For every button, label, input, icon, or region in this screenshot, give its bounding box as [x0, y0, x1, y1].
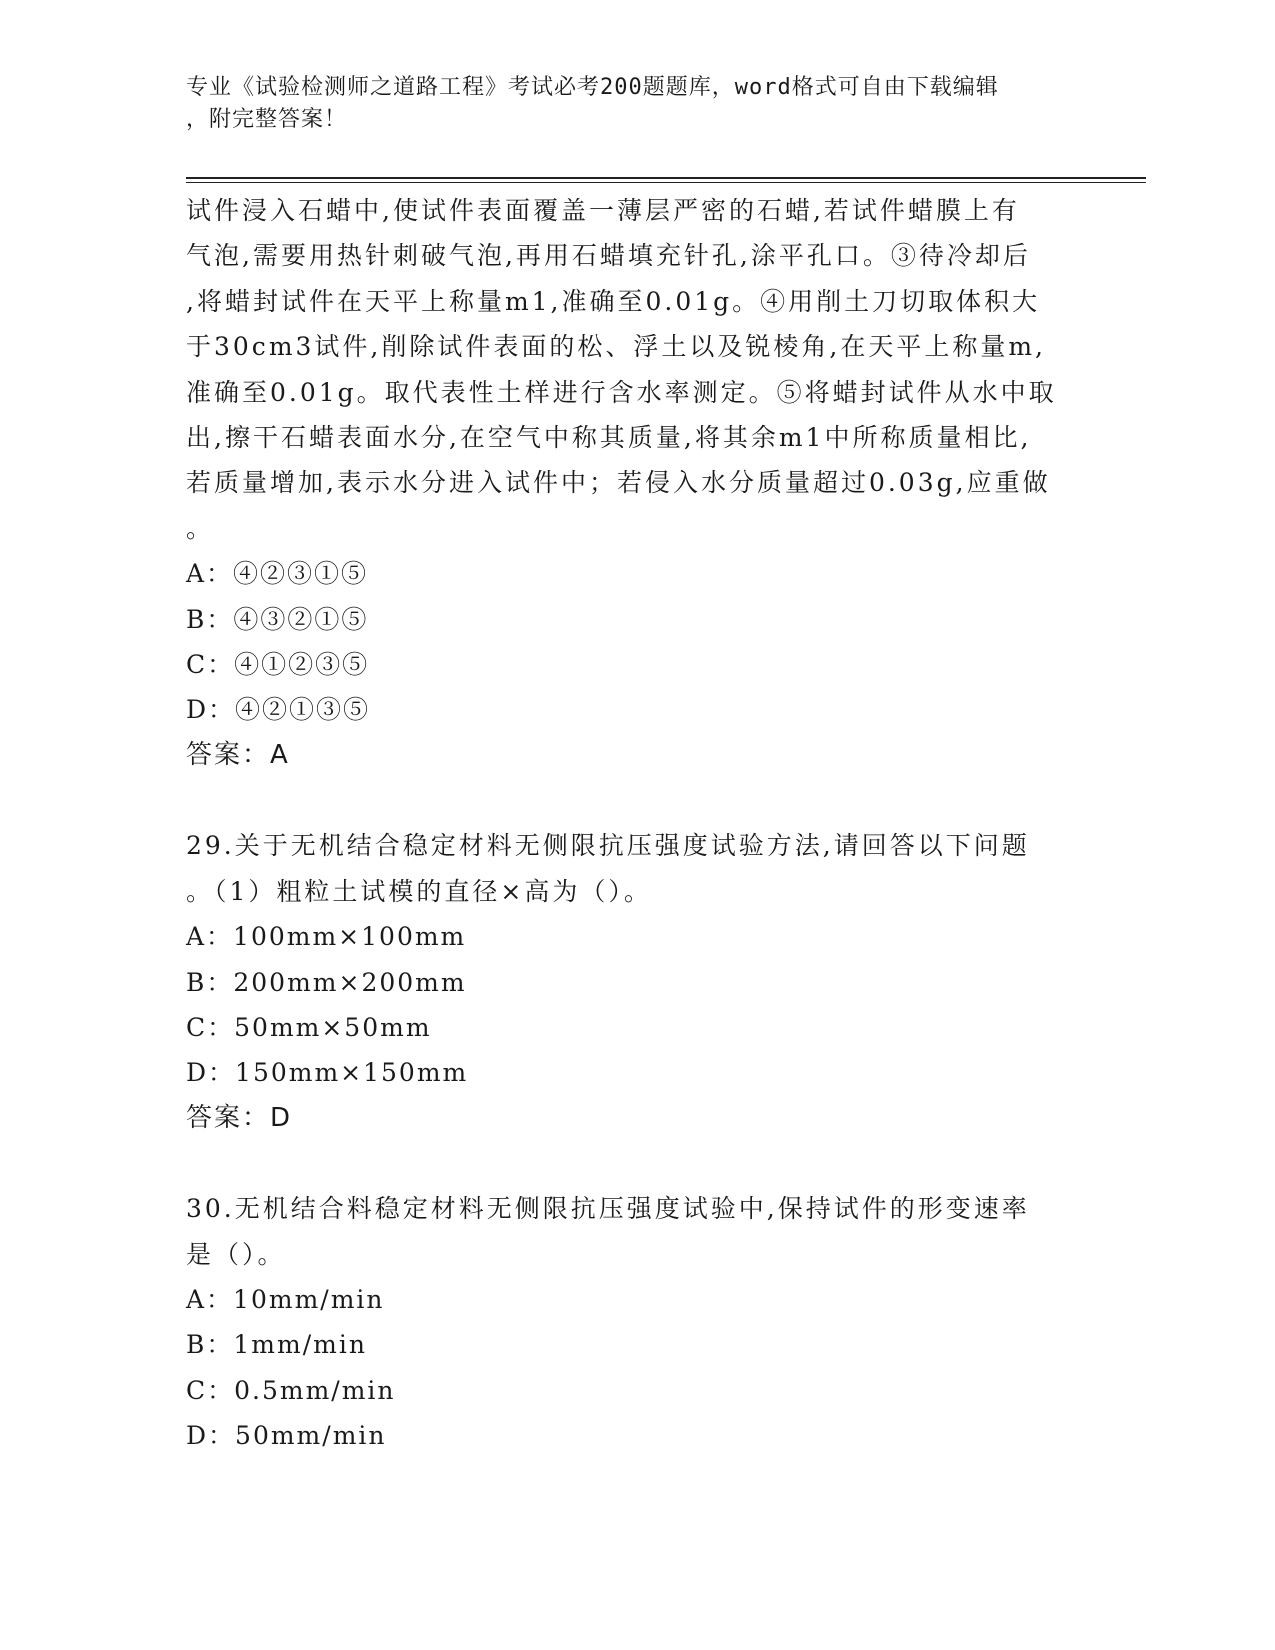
- question-line: 30.无机结合料稳定材料无侧限抗压强度试验中,保持试件的形变速率: [186, 1194, 1030, 1224]
- question-30-text: [186, 1186, 1086, 1277]
- question-line: 是（）。: [186, 1239, 286, 1269]
- answer-label: 答案：A: [186, 739, 290, 770]
- option-a: A：100mm×100mm: [186, 922, 467, 952]
- option-c: C：④①②③⑤: [186, 650, 370, 680]
- option-b: B：1mm/min: [186, 1330, 367, 1360]
- question-line: 于30cm3试件,削除试件表面的松、浮土以及锐棱角,在天平上称量m,: [186, 332, 1046, 362]
- option-d: D：50mm/min: [186, 1421, 387, 1451]
- option-b: B：④③②①⑤: [186, 604, 369, 634]
- option-d: D：150mm×150mm: [186, 1058, 469, 1088]
- question-line: ,将蜡封试件在天平上称量m1,准确至0.01g。④用削土刀切取体积大: [186, 286, 1041, 316]
- header-rule-thick: [186, 177, 1146, 179]
- header-line-1: 专业《试验检测师之道路工程》考试必考200题题库，word格式可自由下载编辑: [186, 75, 999, 100]
- question-line: 。（1）粗粒土试模的直径×高为（）。: [186, 876, 652, 906]
- question-line: 试件浸入石蜡中,使试件表面覆盖一薄层严密的石蜡,若试件蜡膜上有: [186, 196, 1020, 225]
- header-rule-thin: [186, 182, 1146, 183]
- answer-label: 答案：D: [186, 1102, 293, 1133]
- question-line: 气泡,需要用热针刺破气泡,再用石蜡填充针孔,涂平孔口。③待冷却后: [186, 241, 1031, 271]
- header-line-2: ，附完整答案！: [186, 107, 348, 132]
- question-line: 准确至0.01g。取代表性土样进行含水率测定。⑤将蜡封试件从水中取: [186, 377, 1057, 407]
- question-line: 出,擦干石蜡表面水分,在空气中称其质量,将其余m1中所称质量相比,: [186, 423, 1032, 453]
- question-line: 。: [186, 513, 215, 543]
- option-b: B：200mm×200mm: [186, 967, 467, 997]
- option-c: C：50mm×50mm: [186, 1012, 432, 1042]
- option-d: D：④②①③⑤: [186, 695, 371, 725]
- spacer: [186, 778, 1086, 823]
- question-line: 若质量增加,表示水分进入试件中；若侵入水分质量超过0.03g,应重做: [186, 468, 1051, 498]
- option-c: C：0.5mm/min: [186, 1375, 396, 1405]
- option-a: A：④②③①⑤: [186, 559, 369, 589]
- option-a: A：10mm/min: [186, 1284, 385, 1314]
- document-header: [186, 72, 1066, 136]
- question-line: 29.关于无机结合稳定材料无侧限抗压强度试验方法,请回答以下问题: [186, 831, 1030, 861]
- spacer: [186, 1141, 1086, 1186]
- question-28-text: [186, 188, 1086, 551]
- question-29-text: [186, 823, 1086, 914]
- document-body: [186, 188, 1086, 1459]
